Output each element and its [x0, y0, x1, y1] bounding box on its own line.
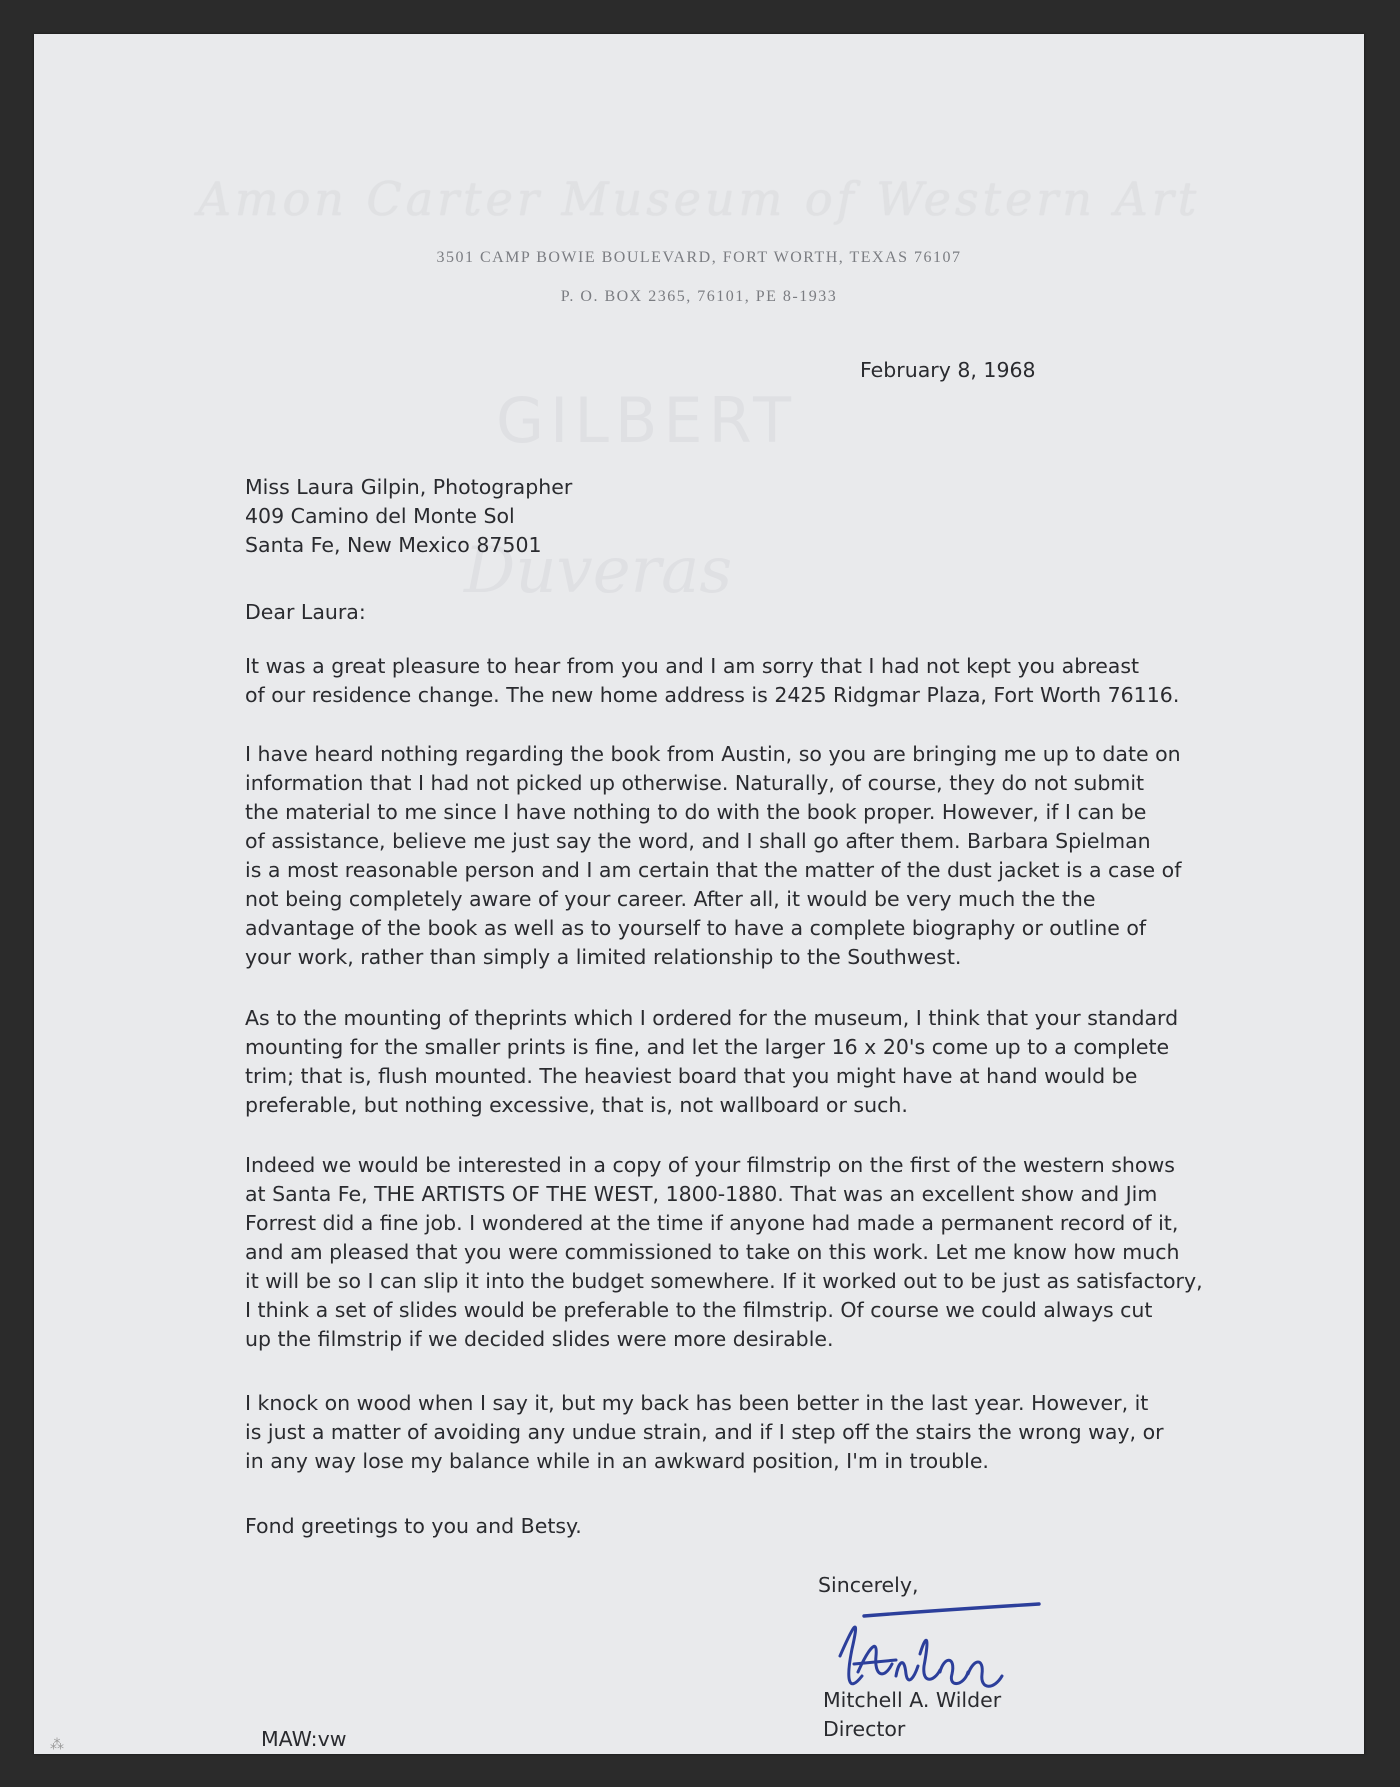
paragraph-line: Indeed we would be interested in a copy of your filmstrip on the first of the western shows [245, 1153, 1175, 1177]
paragraph-line: As to the mounting of theprints which I ordered for the museum, I think that your standard [245, 1006, 1179, 1030]
body-paragraph-6 [245, 1512, 582, 1541]
paragraph-line: is a most reasonable person and I am certain that the matter of the dust jacket is a case of [245, 858, 1182, 882]
body-paragraph-3 [245, 1004, 1178, 1120]
paragraph-line: It was a great pleasure to hear from you and I am sorry that I had not kept you abreast [245, 654, 1140, 678]
paragraph-line: I knock on wood when I say it, but my back has been better in the last year. However, it [245, 1391, 1149, 1415]
signer-name: Mitchell A. Wilder [823, 1688, 1002, 1712]
watermark-line-2: Duveras [464, 534, 733, 608]
body-paragraph-2 [245, 740, 1181, 972]
paragraph-line: the material to me since I have nothing to do with the book proper. However, if I can be [245, 800, 1147, 824]
paper-mark: ⁂ [50, 1737, 64, 1753]
recipient-address [245, 473, 572, 560]
body-paragraph-1 [245, 652, 1179, 710]
recipient-line: Miss Laura Gilpin, Photographer [245, 475, 573, 499]
typist-initials: MAW:vw [261, 1727, 347, 1751]
salutation: Dear Laura: [245, 600, 366, 624]
paragraph-line: mounting for the smaller prints is fine, and let the larger 16 x 20's come up to a complete [245, 1035, 1170, 1059]
closing: Sincerely, [818, 1573, 919, 1597]
watermark-line-1: GILBERT [496, 384, 798, 457]
letterhead-pobox: P. O. BOX 2365, 76101, PE 8-1933 [560, 288, 838, 305]
paragraph-line: and am pleased that you were commissioned to take on this work. Let me know how much [245, 1240, 1180, 1264]
paragraph-line: in any way lose my balance while in an awkward position, I'm in trouble. [245, 1449, 989, 1473]
letterhead-museum-name: Amon Carter Museum of Western Art [197, 172, 1201, 226]
signer-title: Director [823, 1717, 906, 1741]
body-paragraph-5 [245, 1389, 1164, 1476]
paragraph-line: it will be so I can slip it into the budget somewhere. If it worked out to be just as satisfactory, [245, 1269, 1203, 1293]
paragraph-line: Fond greetings to you and Betsy. [245, 1514, 582, 1538]
paragraph-line: preferable, but nothing excessive, that is, not wallboard or such. [245, 1093, 908, 1117]
paragraph-line: up the filmstrip if we decided slides were more desirable. [245, 1327, 834, 1351]
paragraph-line: I think a set of slides would be preferable to the filmstrip. Of course we could always cut [245, 1298, 1153, 1322]
letterhead-address: 3501 CAMP BOWIE BOULEVARD, FORT WORTH, TEXAS 76107 [436, 249, 962, 266]
paragraph-line: of our residence change. The new home address is 2425 Ridgmar Plaza, Fort Worth 76116. [245, 683, 1180, 707]
paragraph-line: information that I had not picked up otherwise. Naturally, of course, they do not submit [245, 771, 1145, 795]
paragraph-line: your work, rather than simply a limited relationship to the Southwest. [245, 945, 962, 969]
body-paragraph-4 [245, 1151, 1203, 1354]
recipient-line: 409 Camino del Monte Sol [245, 504, 515, 528]
paragraph-line: is just a matter of avoiding any undue strain, and if I step off the stairs the wrong way, or [245, 1420, 1164, 1444]
paragraph-line: advantage of the book as well as to yourself to have a complete biography or outline of [245, 916, 1147, 940]
paragraph-line: not being completely aware of your career. After all, it would be very much the the [245, 887, 1096, 911]
letter-page [34, 34, 1364, 1754]
paragraph-line: I have heard nothing regarding the book from Austin, so you are bringing me up to date on [245, 742, 1181, 766]
paragraph-line: trim; that is, flush mounted. The heaviest board that you might have at hand would be [245, 1064, 1138, 1088]
signer-block [823, 1686, 1001, 1744]
letter-date: February 8, 1968 [860, 358, 1036, 382]
recipient-line: Santa Fe, New Mexico 87501 [245, 533, 542, 557]
paragraph-line: of assistance, believe me just say the word, and I shall go after them. Barbara Spielman [245, 829, 1151, 853]
paragraph-line: at Santa Fe, THE ARTISTS OF THE WEST, 1800-1880. That was an excellent show and Jim [245, 1182, 1158, 1206]
paragraph-line: Forrest did a fine job. I wondered at the time if anyone had made a permanent record of it, [245, 1211, 1179, 1235]
